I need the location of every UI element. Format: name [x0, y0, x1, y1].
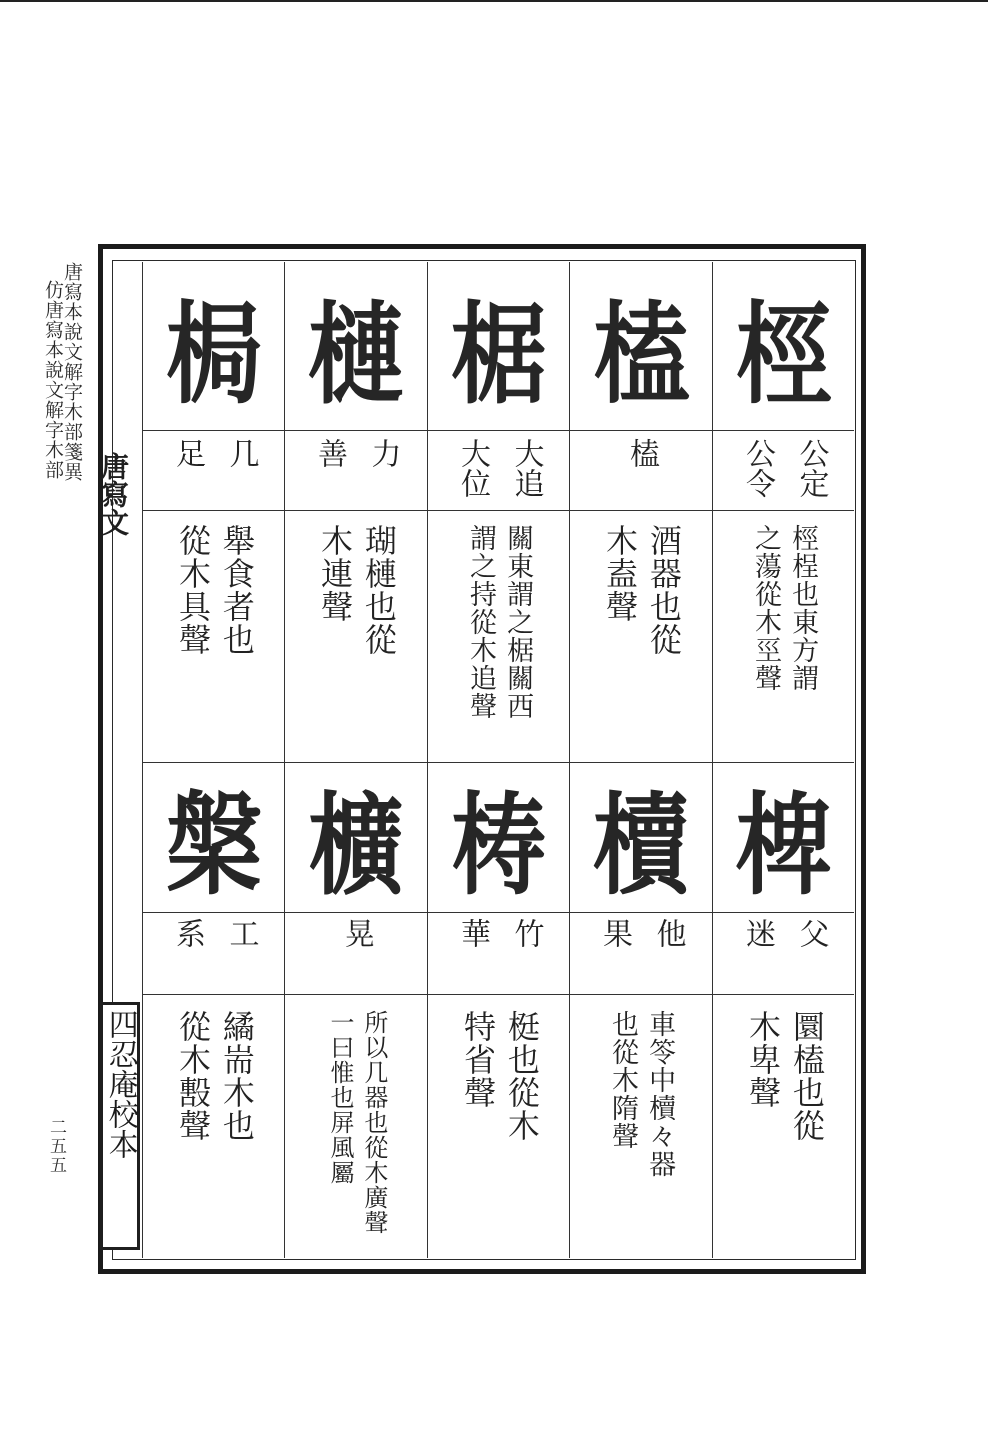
page-number: 二五五 [46, 1118, 66, 1175]
seal-character: 榼 [593, 289, 689, 420]
margin-label: 四忍庵校本 [102, 1009, 138, 1159]
row-divider [142, 430, 854, 431]
row-divider [142, 912, 854, 913]
definition-text: 梃也從木 特省聲 [459, 1010, 541, 1142]
seal-character: 梮 [166, 289, 262, 420]
pronunciation-note: 公定 公令 [740, 438, 829, 498]
entry-column-3 [427, 262, 569, 1258]
definition-text: 舉食者也 從木具聲 [174, 524, 256, 656]
pronunciation-note: 榼 [623, 438, 659, 468]
running-head-part2: 仿唐寫本說文解字木部 [42, 280, 64, 480]
definition-text: 車笭中櫝々器 也從木隋聲 [607, 1010, 676, 1178]
definition-text: 所以几器也從木廣聲 一曰惟也屏風屬 [326, 1010, 388, 1235]
top-rule [0, 0, 988, 2]
entry-column-5 [142, 262, 284, 1258]
seal-character: 槃 [166, 780, 262, 911]
row-divider [142, 762, 854, 763]
seal-character: 桱 [736, 289, 832, 420]
entry-column-1 [712, 262, 854, 1258]
seal-character: 椐 [451, 289, 547, 420]
seal-character: 櫝 [593, 780, 689, 911]
definition-text: 酒器也從 木盍聲 [601, 524, 683, 656]
pronunciation-note: 晃 [338, 918, 374, 948]
definition-text: 繘耑木也 從木毄聲 [174, 1010, 256, 1142]
margin-title: 唐寫文 [97, 452, 130, 536]
pronunciation-note: 父 迷 [740, 918, 829, 948]
pronunciation-note: 他 果 [597, 918, 686, 948]
entry-grid [142, 262, 854, 1258]
seal-character: 櫎 [308, 780, 404, 911]
entry-column-4 [284, 262, 426, 1258]
pronunciation-note: 几 足 [170, 438, 259, 468]
definition-text: 桱桯也東方謂 之蕩從木巠聲 [750, 524, 819, 692]
definition-text: 關東謂之椐關西 謂之持從木追聲 [465, 524, 534, 720]
running-head [43, 262, 81, 482]
row-divider [142, 994, 854, 995]
definition-text: 瑚槤也從 木連聲 [316, 524, 398, 656]
definition-text: 圜榼也從 木卑聲 [744, 1010, 826, 1142]
seal-character: 梼 [451, 780, 547, 911]
pronunciation-note: 工 系 [170, 918, 259, 948]
running-head-part1: 唐寫本說文解字木部箋異 [61, 262, 83, 482]
seal-character: 椑 [736, 780, 832, 911]
pronunciation-note: 竹 華 [455, 918, 544, 948]
margin-label-box [100, 1002, 140, 1250]
row-divider [142, 510, 854, 511]
entry-column-2 [569, 262, 711, 1258]
seal-character: 槤 [308, 289, 404, 420]
pronunciation-note: 力 善 [312, 438, 401, 468]
pronunciation-note: 大追 大位 [455, 438, 544, 498]
